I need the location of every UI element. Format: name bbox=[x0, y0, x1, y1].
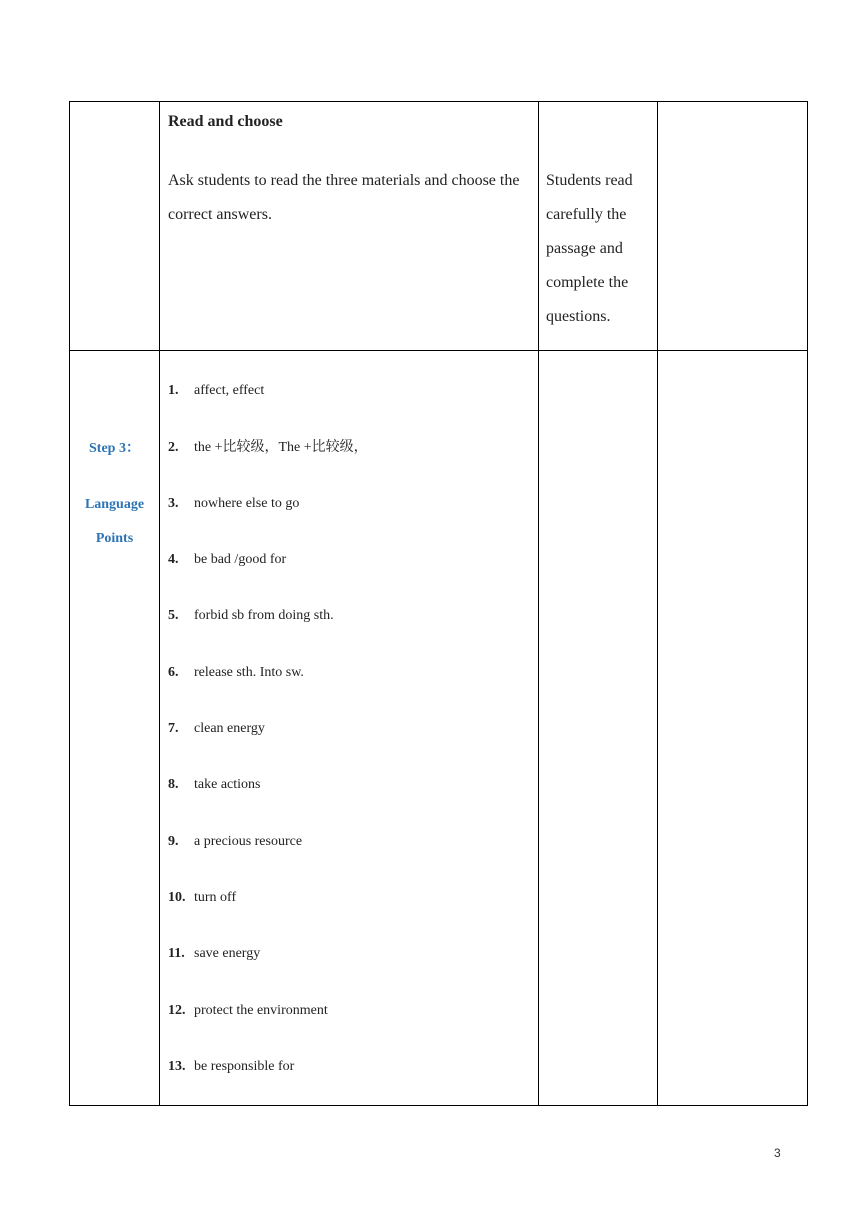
list-item-number: 1. bbox=[168, 383, 179, 399]
activity-title: Read and choose bbox=[168, 113, 283, 130]
list-item-number: 9. bbox=[168, 833, 179, 849]
list-item-text: the +比较级，The +比较级， bbox=[194, 439, 368, 455]
list-item bbox=[168, 832, 368, 888]
list-item bbox=[168, 944, 368, 1000]
list-item bbox=[168, 438, 368, 494]
student-activity-text: Students read carefully the passage and complete the questions. bbox=[546, 172, 633, 325]
list-item-text: protect the environment bbox=[194, 1002, 328, 1018]
list-item-number: 10. bbox=[168, 889, 186, 905]
list-item-text: a precious resource bbox=[194, 833, 303, 849]
list-item-number: 2. bbox=[168, 439, 179, 455]
language-points-list bbox=[168, 381, 368, 1113]
list-item-number: 5. bbox=[168, 608, 179, 624]
list-item-text: be responsible for bbox=[194, 1058, 295, 1074]
list-item bbox=[168, 494, 368, 550]
list-item bbox=[168, 888, 368, 944]
list-item-number: 8. bbox=[168, 777, 179, 793]
step-cell-empty bbox=[70, 102, 160, 351]
list-item-number: 7. bbox=[168, 721, 179, 737]
list-item bbox=[168, 719, 368, 775]
step-heading bbox=[70, 432, 159, 556]
step-name-line1: Language bbox=[84, 497, 145, 513]
list-item-text: save energy bbox=[194, 946, 261, 962]
list-item-number: 3. bbox=[168, 495, 179, 511]
table-row bbox=[70, 351, 808, 1106]
list-item-text: clean energy bbox=[194, 721, 265, 737]
list-item-number: 13. bbox=[168, 1058, 186, 1074]
list-item-text: be bad /good for bbox=[194, 552, 287, 568]
list-item-text: forbid sb from doing sth. bbox=[194, 608, 334, 624]
list-item-number: 6. bbox=[168, 664, 179, 680]
purpose-cell-empty bbox=[658, 102, 808, 351]
list-item bbox=[168, 663, 368, 719]
table-row bbox=[70, 102, 808, 351]
list-item-text: take actions bbox=[194, 777, 261, 793]
teacher-activity-cell bbox=[160, 102, 539, 351]
step-label: Step 3： bbox=[89, 441, 140, 457]
list-item-number: 4. bbox=[168, 552, 179, 568]
lesson-plan-table bbox=[69, 101, 808, 1106]
list-item-text: turn off bbox=[194, 889, 237, 905]
list-item bbox=[168, 775, 368, 831]
list-item-text: nowhere else to go bbox=[194, 495, 300, 511]
teacher-activity-text: Ask students to read the three materials and choose the correct answers. bbox=[168, 172, 520, 223]
list-item bbox=[168, 1057, 368, 1113]
list-item bbox=[168, 550, 368, 606]
list-item-number: 12. bbox=[168, 1002, 186, 1018]
language-points-cell bbox=[160, 351, 539, 1106]
student-activity-cell bbox=[539, 102, 658, 351]
purpose-cell-empty bbox=[658, 351, 808, 1106]
student-activity-cell-empty bbox=[539, 351, 658, 1106]
step-name-line2: Points bbox=[95, 531, 134, 547]
list-item-text: affect, effect bbox=[194, 383, 265, 399]
page-number: 3 bbox=[774, 1146, 781, 1160]
list-item-number: 11. bbox=[168, 946, 185, 962]
list-item-text: release sth. Into sw. bbox=[194, 664, 304, 680]
step-cell bbox=[70, 351, 160, 1106]
list-item bbox=[168, 1001, 368, 1057]
list-item bbox=[168, 381, 368, 437]
list-item bbox=[168, 606, 368, 662]
